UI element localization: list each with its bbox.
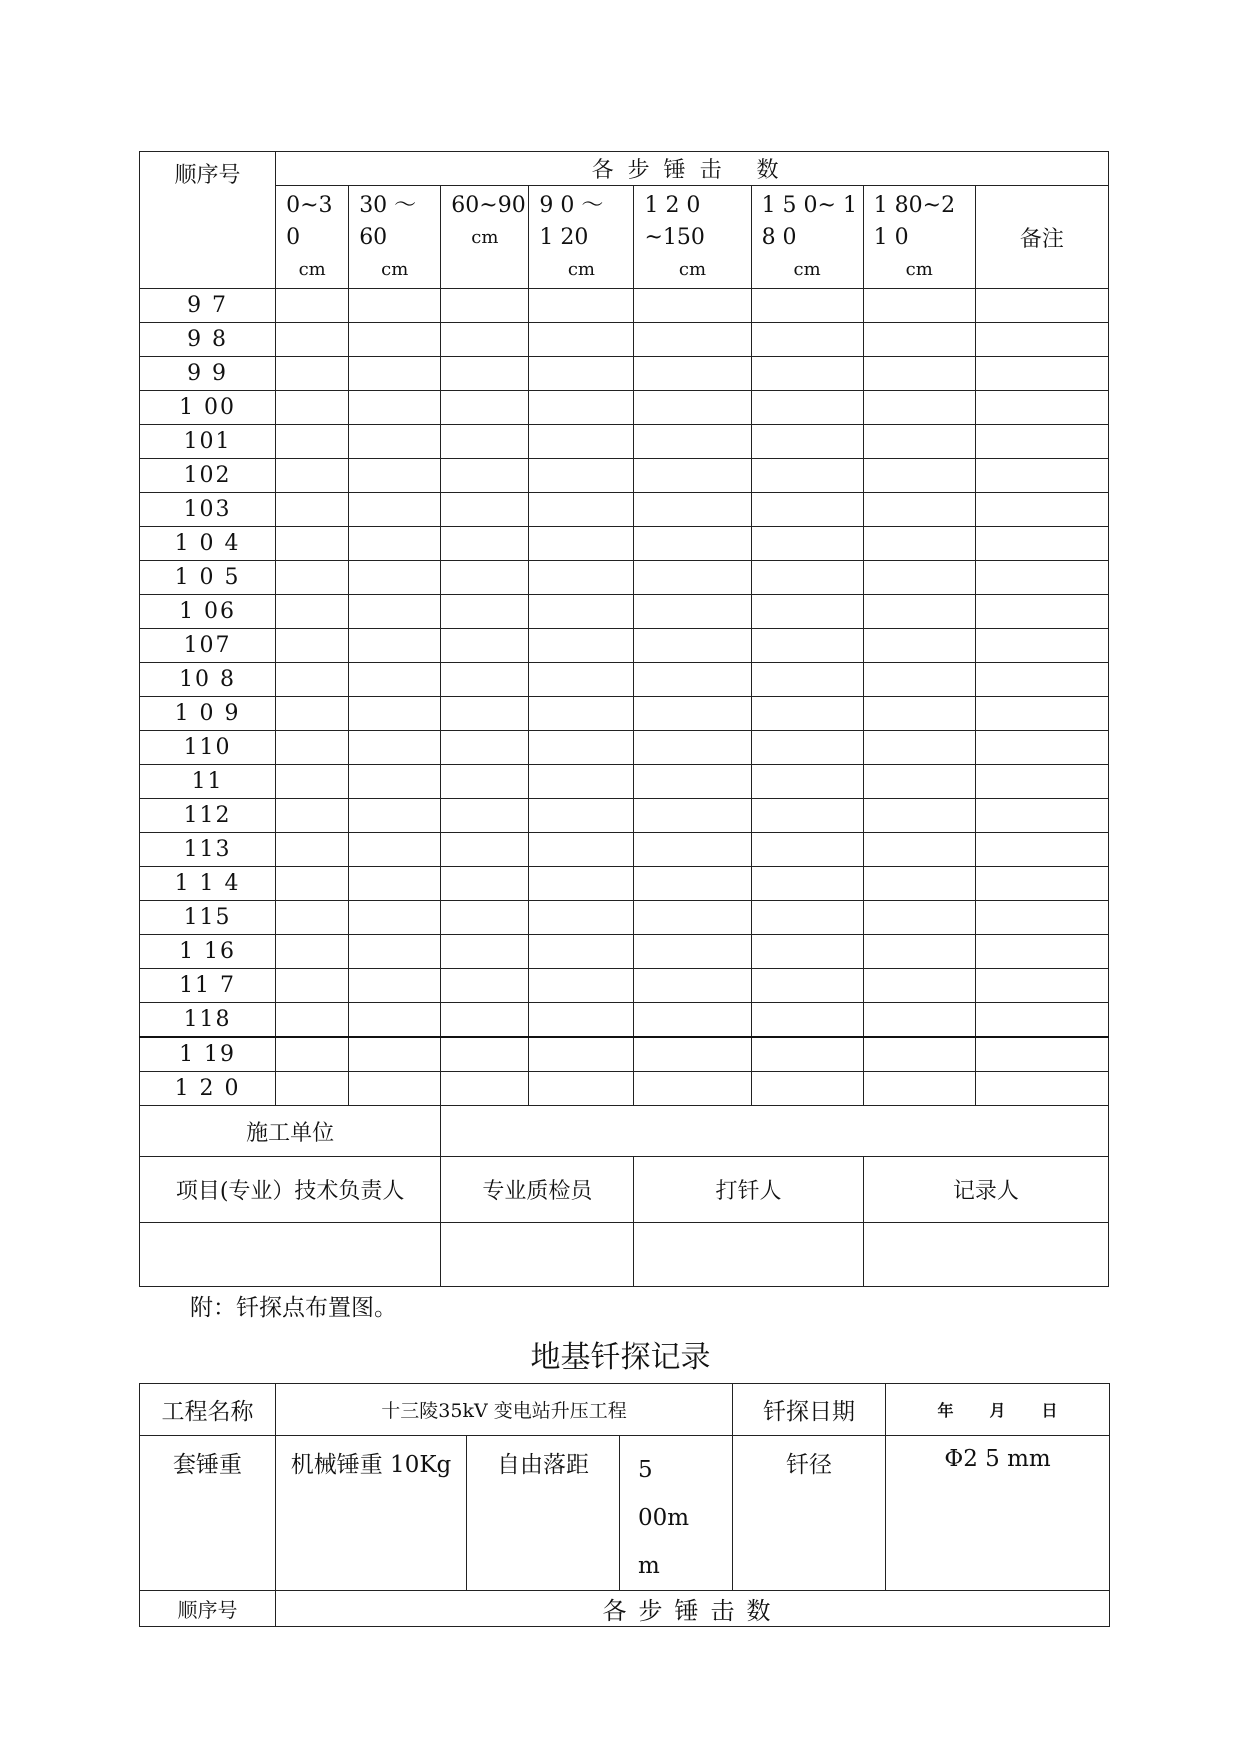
strike-count-cell[interactable] (349, 493, 441, 527)
strike-count-cell[interactable] (634, 1072, 751, 1106)
seq-number: 1 19 (140, 1037, 276, 1072)
strike-count-cell[interactable] (863, 1072, 975, 1106)
seq-number: 9 8 (140, 323, 276, 357)
seq-number: 118 (140, 1003, 276, 1038)
remark-cell[interactable] (975, 935, 1108, 969)
strike-count-cell[interactable] (751, 629, 863, 663)
construction-unit-label: 施工单位 (140, 1106, 441, 1157)
seq-number: 101 (140, 425, 276, 459)
strike-count-cell[interactable] (529, 663, 634, 697)
table-row (140, 459, 1109, 493)
table-row (140, 697, 1109, 731)
strike-count-cell[interactable] (441, 901, 529, 935)
project-name-value: 十三陵35kV 变电站升压工程 (276, 1384, 733, 1436)
table-row (140, 289, 1109, 323)
strike-count-cell[interactable] (529, 697, 634, 731)
strike-count-cell[interactable] (349, 459, 441, 493)
rod-diameter-label: 钎径 (733, 1436, 886, 1591)
remark-cell[interactable] (975, 1072, 1108, 1106)
table-row (140, 595, 1109, 629)
strike-count-cell[interactable] (863, 391, 975, 425)
strike-count-cell[interactable] (634, 595, 751, 629)
step-col-header: 60~90 cm (441, 186, 529, 289)
strike-count-cell[interactable] (634, 663, 751, 697)
strike-count-cell[interactable] (349, 697, 441, 731)
strike-count-cell[interactable] (863, 493, 975, 527)
strike-count-cell[interactable] (863, 629, 975, 663)
construction-unit-field[interactable] (441, 1106, 1109, 1157)
hammer-weight-value: 机械锤重 10Kg (276, 1436, 467, 1591)
remark-cell[interactable] (975, 425, 1108, 459)
strike-count-cell[interactable] (529, 1072, 634, 1106)
strike-count-cell[interactable] (751, 867, 863, 901)
table-row (140, 629, 1109, 663)
strike-count-cell[interactable] (349, 867, 441, 901)
strike-count-cell[interactable] (529, 833, 634, 867)
strike-count-cell[interactable] (751, 1037, 863, 1072)
strike-count-cell[interactable] (276, 1003, 349, 1038)
drop-distance-label: 自由落距 (467, 1436, 620, 1591)
remark-cell[interactable] (975, 323, 1108, 357)
strike-count-cell[interactable] (529, 561, 634, 595)
strike-count-cell[interactable] (863, 765, 975, 799)
step-col-header: 1 80~2 1 0 cm (863, 186, 975, 289)
seq-number: 1 2 0 (140, 1072, 276, 1106)
strike-count-cell[interactable] (441, 561, 529, 595)
seq-number: 10 8 (140, 663, 276, 697)
date-month: 月 (989, 1401, 1006, 1420)
strike-count-cell[interactable] (863, 595, 975, 629)
attachment-note: 附：钎探点布置图。 (190, 1295, 397, 1321)
table-row (140, 799, 1109, 833)
strike-count-cell[interactable] (863, 663, 975, 697)
seq-number: 1 0 9 (140, 697, 276, 731)
strike-count-cell[interactable] (276, 459, 349, 493)
strike-count-cell[interactable] (751, 493, 863, 527)
step-col-header: 1 5 0~ 1 8 0 cm (751, 186, 863, 289)
strike-count-cell[interactable] (863, 697, 975, 731)
strike-count-cell[interactable] (751, 663, 863, 697)
table-row (140, 493, 1109, 527)
table-row (140, 969, 1109, 1003)
strike-count-cell[interactable] (751, 425, 863, 459)
seq-number: 1 0 4 (140, 527, 276, 561)
strike-count-cell[interactable] (276, 357, 349, 391)
seq-number: 110 (140, 731, 276, 765)
probe-date-label: 钎探日期 (733, 1384, 886, 1436)
strike-count-cell[interactable] (441, 731, 529, 765)
strike-count-cell[interactable] (751, 391, 863, 425)
strike-count-cell[interactable] (634, 935, 751, 969)
strike-count-cell[interactable] (349, 357, 441, 391)
table-row (140, 765, 1109, 799)
strike-count-cell[interactable] (863, 425, 975, 459)
strike-count-cell[interactable] (441, 867, 529, 901)
record-info-table (139, 1383, 1110, 1627)
strike-count-cell[interactable] (634, 391, 751, 425)
strike-count-cell[interactable] (634, 901, 751, 935)
driller-signature[interactable] (634, 1223, 863, 1287)
table-row (140, 1037, 1109, 1072)
strike-count-cell[interactable] (349, 833, 441, 867)
strike-count-cell[interactable] (751, 731, 863, 765)
strike-count-cell[interactable] (863, 527, 975, 561)
inspector-label: 专业质检员 (441, 1157, 634, 1223)
strike-count-cell[interactable] (441, 289, 529, 323)
strike-count-cell[interactable] (441, 595, 529, 629)
inspector-signature[interactable] (441, 1223, 634, 1287)
strike-count-cell[interactable] (634, 969, 751, 1003)
strike-count-cell[interactable] (441, 459, 529, 493)
strike-count-cell[interactable] (276, 799, 349, 833)
table-row (140, 1072, 1109, 1106)
strike-count-cell[interactable] (751, 799, 863, 833)
strike-count-cell[interactable] (276, 493, 349, 527)
strike-count-cell[interactable] (276, 833, 349, 867)
remark-cell[interactable] (975, 289, 1108, 323)
seq-number: 11 7 (140, 969, 276, 1003)
strike-count-cell[interactable] (751, 459, 863, 493)
seq-number: 1 1 4 (140, 867, 276, 901)
strike-count-cell[interactable] (529, 425, 634, 459)
seq-header-2: 顺序号 (140, 1591, 276, 1627)
remark-cell[interactable] (975, 1037, 1108, 1072)
strike-count-cell[interactable] (751, 935, 863, 969)
seq-number: 112 (140, 799, 276, 833)
strike-count-cell[interactable] (751, 833, 863, 867)
strike-count-cell[interactable] (276, 867, 349, 901)
strike-count-cell[interactable] (863, 867, 975, 901)
table-row (140, 833, 1109, 867)
strike-count-cell[interactable] (634, 1003, 751, 1038)
strike-count-cell[interactable] (441, 391, 529, 425)
remark-cell[interactable] (975, 391, 1108, 425)
strike-count-cell[interactable] (441, 357, 529, 391)
strike-count-cell[interactable] (349, 799, 441, 833)
strike-count-cell[interactable] (349, 731, 441, 765)
strike-count-cell[interactable] (751, 969, 863, 1003)
strike-count-cell[interactable] (276, 425, 349, 459)
strike-count-cell[interactable] (349, 663, 441, 697)
strike-count-cell[interactable] (529, 731, 634, 765)
strike-count-cell[interactable] (863, 799, 975, 833)
table-row (140, 323, 1109, 357)
strike-count-cell[interactable] (634, 867, 751, 901)
strike-count-cell[interactable] (349, 425, 441, 459)
strike-count-cell[interactable] (529, 1003, 634, 1038)
strike-count-cell[interactable] (751, 1072, 863, 1106)
strike-count-cell[interactable] (349, 289, 441, 323)
strike-count-cell[interactable] (634, 527, 751, 561)
recorder-signature[interactable] (863, 1223, 1108, 1287)
table-row (140, 663, 1109, 697)
date-day: 日 (1041, 1401, 1058, 1420)
strike-count-cell[interactable] (441, 1037, 529, 1072)
seq-number: 1 16 (140, 935, 276, 969)
strike-count-cell[interactable] (276, 391, 349, 425)
probe-date-value[interactable] (886, 1384, 1110, 1436)
step-col-header: 0~3 0 cm (276, 186, 349, 289)
seq-number: 113 (140, 833, 276, 867)
strikes-header: 各步锤击 数 (276, 152, 1109, 186)
strike-count-cell[interactable] (276, 561, 349, 595)
strike-count-cell[interactable] (863, 1037, 975, 1072)
strike-count-cell[interactable] (634, 357, 751, 391)
tech-lead-label: 项目(专业）技术负责人 (140, 1157, 441, 1223)
seq-number: 9 9 (140, 357, 276, 391)
strike-count-cell[interactable] (349, 1037, 441, 1072)
strike-count-cell[interactable] (634, 697, 751, 731)
strike-count-cell[interactable] (441, 1003, 529, 1038)
strike-count-cell[interactable] (634, 561, 751, 595)
step-col-header: 9 0 ～ 1 20 cm (529, 186, 634, 289)
date-year: 年 (937, 1401, 954, 1420)
strike-count-cell[interactable] (529, 391, 634, 425)
remark-cell[interactable] (975, 969, 1108, 1003)
remark-cell[interactable] (975, 527, 1108, 561)
strike-count-cell[interactable] (529, 629, 634, 663)
strike-count-cell[interactable] (529, 867, 634, 901)
seq-number: 103 (140, 493, 276, 527)
strike-count-cell[interactable] (634, 1037, 751, 1072)
seq-number: 1 00 (140, 391, 276, 425)
strike-count-cell[interactable] (349, 595, 441, 629)
strike-count-cell[interactable] (751, 323, 863, 357)
strike-count-cell[interactable] (276, 969, 349, 1003)
table-row (140, 935, 1109, 969)
remark-cell[interactable] (975, 867, 1108, 901)
strike-count-cell[interactable] (441, 493, 529, 527)
strike-count-cell[interactable] (276, 901, 349, 935)
strike-count-cell[interactable] (634, 833, 751, 867)
strike-count-cell[interactable] (529, 323, 634, 357)
remark-cell[interactable] (975, 799, 1108, 833)
strike-count-cell[interactable] (529, 901, 634, 935)
strike-count-cell[interactable] (276, 935, 349, 969)
strike-count-cell[interactable] (441, 1072, 529, 1106)
strike-count-cell[interactable] (529, 459, 634, 493)
strike-count-cell[interactable] (529, 969, 634, 1003)
recorder-label: 记录人 (863, 1157, 1108, 1223)
table-row (140, 391, 1109, 425)
drop-distance-value: 5 00m m (620, 1436, 733, 1591)
seq-number: 1 0 5 (140, 561, 276, 595)
project-name-label: 工程名称 (140, 1384, 276, 1436)
strike-count-cell[interactable] (863, 901, 975, 935)
strike-count-cell[interactable] (529, 1037, 634, 1072)
remark-cell[interactable] (975, 459, 1108, 493)
strike-count-cell[interactable] (751, 561, 863, 595)
strike-count-cell[interactable] (276, 1072, 349, 1106)
seq-header: 顺序号 (140, 152, 276, 289)
strike-count-cell[interactable] (751, 697, 863, 731)
table-row (140, 561, 1109, 595)
strike-count-cell[interactable] (863, 323, 975, 357)
strike-count-cell[interactable] (634, 289, 751, 323)
table-row (140, 867, 1109, 901)
strike-count-cell[interactable] (529, 493, 634, 527)
strike-count-cell[interactable] (529, 765, 634, 799)
strike-count-cell[interactable] (441, 629, 529, 663)
strike-count-cell[interactable] (276, 765, 349, 799)
remark-cell[interactable] (975, 663, 1108, 697)
strike-count-cell[interactable] (529, 595, 634, 629)
strike-count-cell[interactable] (276, 595, 349, 629)
strike-count-cell[interactable] (634, 799, 751, 833)
remark-cell[interactable] (975, 765, 1108, 799)
seq-number: 102 (140, 459, 276, 493)
strike-count-cell[interactable] (751, 901, 863, 935)
rod-diameter-value: Φ2 5 mm (886, 1436, 1110, 1591)
seq-number: 9 7 (140, 289, 276, 323)
table-row (140, 901, 1109, 935)
strike-count-cell[interactable] (441, 425, 529, 459)
table-row (140, 527, 1109, 561)
remark-cell[interactable] (975, 629, 1108, 663)
strike-count-cell[interactable] (751, 527, 863, 561)
strike-count-cell[interactable] (349, 901, 441, 935)
seq-number: 11 (140, 765, 276, 799)
remark-cell[interactable] (975, 1003, 1108, 1038)
remark-cell[interactable] (975, 561, 1108, 595)
step-col-header: 30 ～ 60 cm (349, 186, 441, 289)
strike-count-cell[interactable] (441, 527, 529, 561)
strikes-header-2: 各步锤击数 (276, 1591, 1110, 1627)
strike-count-cell[interactable] (863, 289, 975, 323)
record-title: 地基钎探记录 (530, 1340, 711, 1375)
remark-cell[interactable] (975, 595, 1108, 629)
strike-count-cell[interactable] (529, 935, 634, 969)
strike-count-cell[interactable] (441, 663, 529, 697)
seq-number: 115 (140, 901, 276, 935)
probe-strike-table (139, 151, 1109, 1287)
table-row (140, 731, 1109, 765)
strike-count-cell[interactable] (349, 323, 441, 357)
table-row (140, 425, 1109, 459)
strike-count-cell[interactable] (276, 663, 349, 697)
strike-count-cell[interactable] (863, 731, 975, 765)
strike-count-cell[interactable] (276, 629, 349, 663)
strike-count-cell[interactable] (441, 935, 529, 969)
strike-count-cell[interactable] (863, 459, 975, 493)
strike-count-cell[interactable] (863, 935, 975, 969)
strike-count-cell[interactable] (276, 731, 349, 765)
strike-count-cell[interactable] (441, 323, 529, 357)
strike-count-cell[interactable] (349, 765, 441, 799)
strike-count-cell[interactable] (634, 459, 751, 493)
strike-count-cell[interactable] (276, 697, 349, 731)
strike-count-cell[interactable] (751, 289, 863, 323)
remark-cell[interactable] (975, 833, 1108, 867)
strike-count-cell[interactable] (751, 595, 863, 629)
table-row (140, 1003, 1109, 1038)
strike-count-cell[interactable] (751, 765, 863, 799)
strike-count-cell[interactable] (751, 1003, 863, 1038)
strike-count-cell[interactable] (441, 969, 529, 1003)
strike-count-cell[interactable] (349, 969, 441, 1003)
strike-count-cell[interactable] (349, 527, 441, 561)
remark-cell[interactable] (975, 357, 1108, 391)
strike-count-cell[interactable] (529, 289, 634, 323)
seq-number: 1 06 (140, 595, 276, 629)
remark-cell[interactable] (975, 731, 1108, 765)
seq-number: 107 (140, 629, 276, 663)
strike-count-cell[interactable] (634, 493, 751, 527)
strike-count-cell[interactable] (441, 833, 529, 867)
strike-count-cell[interactable] (441, 765, 529, 799)
remark-cell[interactable] (975, 493, 1108, 527)
strike-count-cell[interactable] (863, 1003, 975, 1038)
strike-count-cell[interactable] (529, 357, 634, 391)
strike-count-cell[interactable] (276, 323, 349, 357)
strike-count-cell[interactable] (634, 323, 751, 357)
strike-count-cell[interactable] (349, 391, 441, 425)
strike-count-cell[interactable] (349, 1072, 441, 1106)
strike-count-cell[interactable] (349, 1003, 441, 1038)
strike-count-cell[interactable] (863, 833, 975, 867)
remark-cell[interactable] (975, 901, 1108, 935)
step-col-header: 1 2 0 ~150 cm (634, 186, 751, 289)
strike-count-cell[interactable] (349, 935, 441, 969)
strike-count-cell[interactable] (441, 799, 529, 833)
remark-header: 备注 (975, 186, 1108, 289)
strike-count-cell[interactable] (863, 357, 975, 391)
driller-label: 打钎人 (634, 1157, 863, 1223)
strike-count-cell[interactable] (634, 425, 751, 459)
strike-count-cell[interactable] (349, 561, 441, 595)
strike-count-cell[interactable] (863, 561, 975, 595)
tech-lead-signature[interactable] (140, 1223, 441, 1287)
strike-count-cell[interactable] (349, 629, 441, 663)
strike-count-cell[interactable] (634, 629, 751, 663)
hammer-weight-label: 套锤重 (140, 1436, 276, 1591)
strike-count-cell[interactable] (863, 969, 975, 1003)
remark-cell[interactable] (975, 697, 1108, 731)
strike-count-cell[interactable] (529, 799, 634, 833)
strike-count-cell[interactable] (529, 527, 634, 561)
strike-count-cell[interactable] (276, 527, 349, 561)
strike-count-cell[interactable] (276, 289, 349, 323)
strike-count-cell[interactable] (751, 357, 863, 391)
strike-count-cell[interactable] (634, 765, 751, 799)
table-row (140, 357, 1109, 391)
strike-count-cell[interactable] (634, 731, 751, 765)
strike-count-cell[interactable] (441, 697, 529, 731)
strike-count-cell[interactable] (276, 1037, 349, 1072)
